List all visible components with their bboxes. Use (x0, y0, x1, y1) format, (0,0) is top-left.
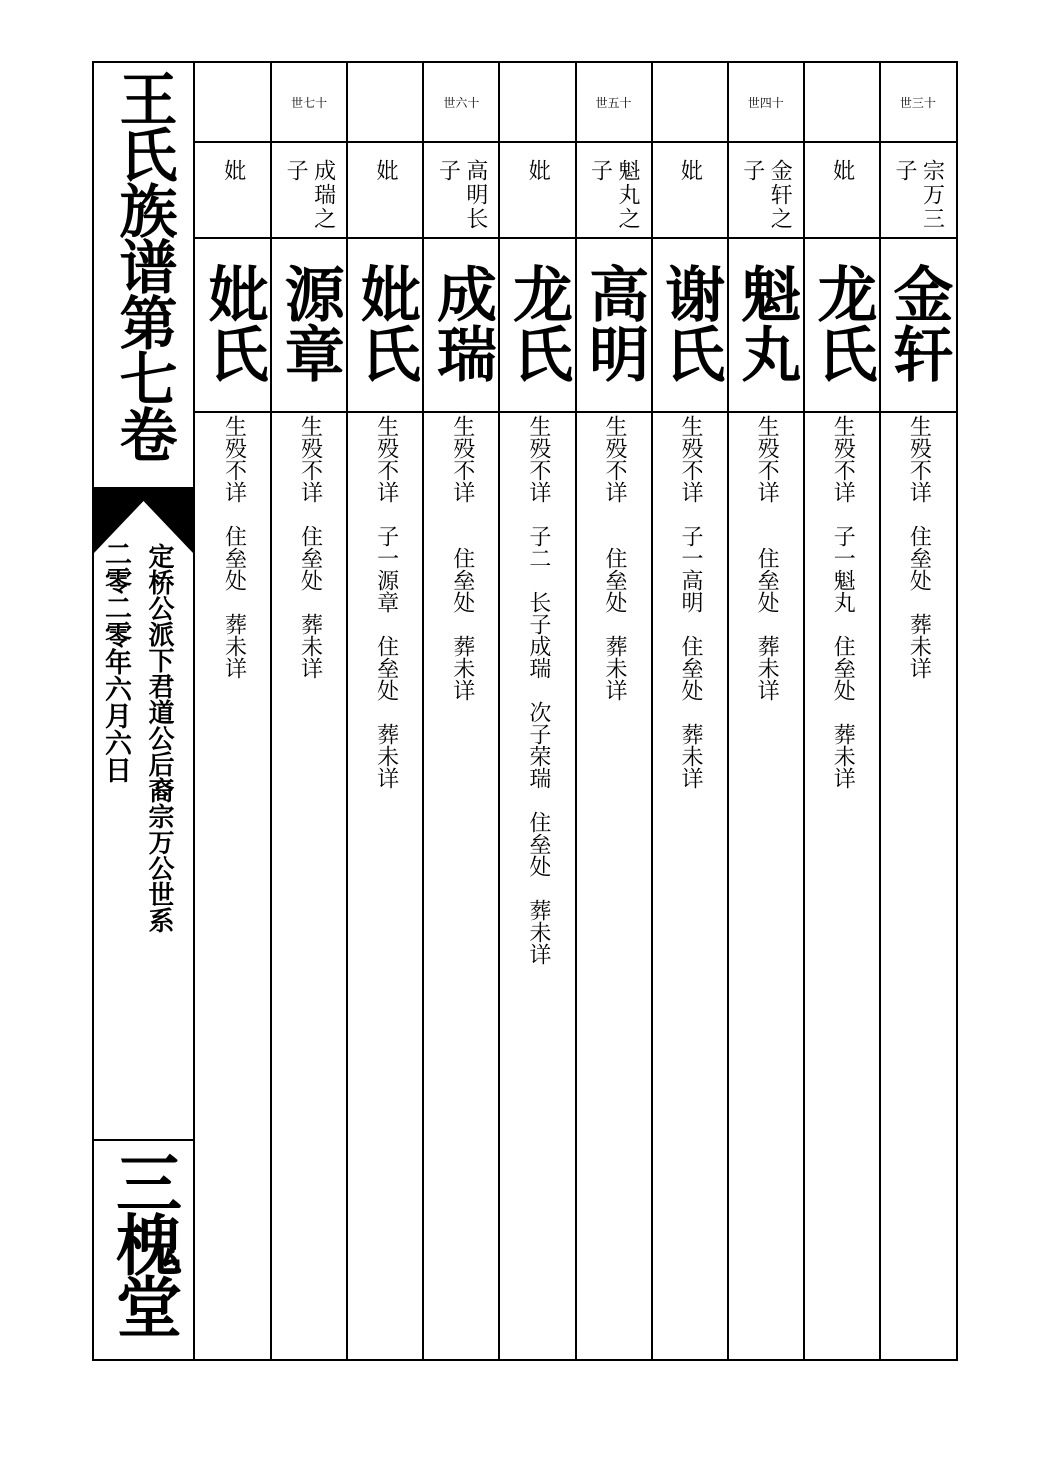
generation-label: 世三十 (899, 95, 936, 110)
person-detail: 生殁不详 子二 长子成瑞 次子荣瑞 住垒处 葬未详 (525, 415, 551, 965)
relation-label-cell (880, 143, 956, 237)
person-detail: 生殁不详 子一源章 住垒处 葬未详 (373, 415, 399, 789)
person-name: 金轩 (883, 263, 954, 383)
generation-label-cell (347, 63, 423, 141)
relation-label: 高明长子 (435, 159, 488, 231)
person-detail: 生殁不详 住垒处 葬未详 (297, 415, 323, 679)
relation-label: 宗万三子 (891, 159, 945, 231)
generation-label: 世四十 (747, 95, 784, 110)
hall-name (94, 1141, 193, 1359)
person-detail-cell (271, 415, 347, 679)
genealogy-column (271, 63, 347, 1359)
compile-date-text: 二零二零年六月六日 (100, 540, 131, 783)
genealogy-columns (195, 63, 956, 1359)
person-name-cell (195, 239, 271, 409)
generation-label-cell (880, 63, 956, 141)
generation-label-cell (576, 63, 652, 141)
volume-title-text: 王氏族谱第七卷 (109, 69, 178, 461)
relation-label: 妣 (677, 159, 703, 183)
row-divider-name (195, 411, 956, 413)
genealogy-page (92, 61, 958, 1361)
genealogy-column (652, 63, 728, 1359)
relation-label-cell (347, 143, 423, 237)
relation-label-cell (195, 143, 271, 237)
person-name-cell (499, 239, 575, 409)
genealogy-column (195, 63, 271, 1359)
generation-label-cell (804, 63, 880, 141)
person-name-cell (652, 239, 728, 409)
person-name: 龙氏 (503, 263, 574, 383)
genealogy-column (423, 63, 499, 1359)
relation-label-cell (728, 143, 804, 237)
person-name: 谢氏 (655, 263, 726, 383)
generation-label-cell (423, 63, 499, 141)
relation-label-cell (652, 143, 728, 237)
lineage-subtitle (146, 543, 172, 937)
person-name-cell (347, 239, 423, 409)
genealogy-column (347, 63, 423, 1359)
row-divider-relation (195, 237, 956, 239)
generation-label: 世五十 (595, 95, 632, 110)
volume-title (94, 63, 193, 487)
relation-label: 妣 (372, 159, 398, 183)
person-name: 妣氏 (198, 263, 269, 383)
relation-label: 妣 (829, 159, 855, 183)
person-name: 源章 (274, 263, 345, 383)
relation-label: 妣 (220, 159, 246, 183)
relation-label: 成瑞之子 (283, 159, 336, 231)
person-name-cell (271, 239, 347, 409)
person-detail: 生殁不详 住垒处 葬未详 (449, 415, 475, 701)
hall-name-text: 三槐堂 (104, 1149, 183, 1335)
genealogy-column (576, 63, 652, 1359)
person-detail-cell (728, 415, 804, 701)
person-detail: 生殁不详 子一魁丸 住垒处 葬未详 (830, 415, 856, 789)
genealogy-column (728, 63, 804, 1359)
person-detail-cell (576, 415, 652, 701)
generation-label: 世六十 (443, 95, 480, 110)
person-detail: 生殁不详 住垒处 葬未详 (221, 415, 247, 679)
person-name: 高明 (579, 263, 650, 383)
person-detail-cell (652, 415, 728, 789)
book-spine (94, 63, 195, 1359)
relation-label-cell (499, 143, 575, 237)
lineage-subtitle-text: 定桥公派下君道公后裔宗万公世系 (144, 543, 174, 933)
person-name-cell (728, 239, 804, 409)
generation-label-cell (728, 63, 804, 141)
person-detail: 生殁不详 住垒处 葬未详 (754, 415, 780, 701)
person-name: 魁丸 (731, 263, 802, 383)
relation-label: 魁丸之子 (587, 159, 641, 231)
relation-label: 妣 (525, 159, 551, 183)
relation-label-cell (423, 143, 499, 237)
person-name-cell (423, 239, 499, 409)
person-detail: 生殁不详 子一高明 住垒处 葬未详 (678, 415, 704, 789)
person-name: 成瑞 (426, 263, 497, 383)
person-name-cell (804, 239, 880, 409)
person-detail-cell (499, 415, 575, 965)
person-detail-cell (423, 415, 499, 701)
person-name: 妣氏 (350, 263, 421, 383)
compile-date (102, 540, 129, 787)
generation-label: 世七十 (291, 95, 328, 110)
generation-label-cell (499, 63, 575, 141)
person-name-cell (880, 239, 956, 409)
genealogy-column (804, 63, 880, 1359)
genealogy-column (499, 63, 575, 1359)
genealogy-column (880, 63, 956, 1359)
person-detail: 生殁不详 住垒处 葬未详 (601, 415, 627, 701)
relation-label-cell (576, 143, 652, 237)
relation-label-cell (804, 143, 880, 237)
generation-label-cell (652, 63, 728, 141)
person-detail: 生殁不详 住垒处 葬未详 (906, 415, 932, 679)
generation-label-cell (195, 63, 271, 141)
row-divider-generation (195, 141, 956, 143)
person-name: 龙氏 (807, 263, 878, 383)
person-detail-cell (195, 415, 271, 679)
generation-label-cell (271, 63, 347, 141)
person-name-cell (576, 239, 652, 409)
relation-label: 金轩之子 (739, 159, 793, 231)
person-detail-cell (880, 415, 956, 679)
person-detail-cell (804, 415, 880, 789)
relation-label-cell (271, 143, 347, 237)
person-detail-cell (347, 415, 423, 789)
